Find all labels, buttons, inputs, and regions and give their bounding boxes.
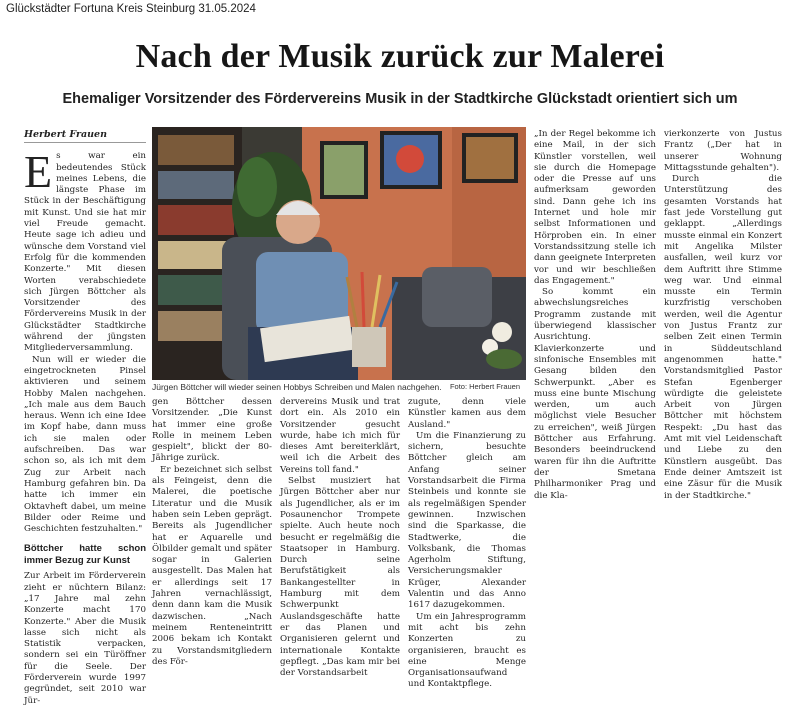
article-photo <box>152 127 526 380</box>
paragraph: Um die Finanzierung zu sichern, besuchte Böttcher gleich am Anfang seiner Vorstandsarbeit die Firma Steinbeis und konnte sie als regelmäßigen Spender gewinnen. Inzwischen sind die Sparkasse, die Stadtwerke, die Volksbank, die Thomas Agerholm Stiftung, Versicherungsmakler Krüger, Alexander Valentin und das Anno 1617 dazugekommen. <box>408 430 526 611</box>
subheadline: Ehemaliger Vorsitzender des Fördervereins Musik in der Stadtkirche Glückstadt orientiert sich um <box>62 91 738 107</box>
opening-paragraph <box>24 146 146 354</box>
paragraph: Um ein Jahresprogramm mit acht bis zehn Konzerten zu organisieren, braucht es eine Menge Organisationsaufwand und Kontaktpflege. <box>408 611 526 690</box>
article-column-4-upper <box>534 129 656 501</box>
paragraph: dervereins Musik und trat dort ein. Als 2010 ein Vorsitzender gesucht wurde, habe ich mich für dieses Amt bereiterklärt, weil ich die Arbeit des Vereins toll fand." <box>280 397 400 475</box>
paragraph: So kommt ein abwechslungsreiches Programm zustande mit überwiegend klassischer Ausrichtung. Klavierkonzerte und sinfonische Ensembles mit Gesang bilden den Schwerpunkt. „Aber es muss eine bunte Mischung werden, um auch möglichst viele Besucher zu erreichen", weiß Jürgen Böttcher aus Erfahrung. Besonders beeindruckend waren für ihn die Auftritte der Smetana Philharmoniker Prag und die Kla- <box>534 287 656 501</box>
photo-illustration <box>152 127 526 380</box>
paragraph: zugute, denn viele Künstler kamen aus dem Ausland." <box>408 397 526 430</box>
caption-text: Jürgen Böttcher will wieder seinen Hobbys Schreiben und Malen nachgehen. <box>152 382 442 392</box>
paragraph: Zur Arbeit im Förderverein zieht er nüchtern Bilanz: „17 Jahre mal zehn Konzerte macht 170 Konzerte." Aber die Musik lasse sich nicht als Statistik verpacken, sondern sei ein Türöffner für die Seele. Der Förderverein wurde 1997 gegründet, seit 2010 war Jür- <box>24 571 146 706</box>
section-subtitle: Böttcher hatte schon immer Bezug zur Kunst <box>24 543 146 567</box>
paragraph: gen Böttcher dessen Vorsitzender. „Die Kunst hat immer eine große Rolle in meinem Leben gespielt", blickt der 80-Jährige zurück. <box>152 397 272 464</box>
paragraph-text: s war ein bedeutendes Stück meines Lebens, die längste Phase im Stück in der Beschäftigung mit Kunst. Und sie hat mir viel Freude gemacht. Heute sage ich adieu und wünsche dem Vorstand viel Erfolg für die kommenden Konzerte." Mit diesen Worten verabschiedete sich Jürgen Böttcher als Vorsitzender des Fördervereins Musik in der Glückstädter Stadtkirche während der jüngsten Mitgliederversammlung. <box>24 151 146 354</box>
article-column-2 <box>152 397 272 667</box>
article-column-4-lower <box>408 397 526 690</box>
article-column-1 <box>24 129 146 706</box>
paragraph: Er bezeichnet sich selbst als Feingeist, denn die Malerei, die poetische Literatur und die Musik haben sein Leben geprägt. Bereits als Jugendlicher hat er Aquarelle und Ölbilder gemalt und später sogar in Galerien ausgestellt. Das Malen hat er allerdings seit 17 Jahren vernachlässigt, denn dann kam die Musik dazwischen. „Nach meinem Renteneintritt 2006 bekam ich Kontakt zu Vorstandsmitgliedern des För- <box>152 464 272 667</box>
photo-caption <box>152 382 526 392</box>
drop-cap: E <box>24 146 53 198</box>
paragraph: vierkonzerte von Justus Frantz („Der hat in unserer Wohnung Mittagsstunde gehalten"). <box>664 129 782 173</box>
paragraph: Durch die Unterstützung des gesamten Vorstands hat fast jede Vorstellung gut geklappt. „Allerdings musste einmal ein Konzert mit Angelika Milster ausfallen, weil kurz vor dem Auftritt ihre Stimme weg war. Und einmal musste ein Termin kurzfristig verschoben werden, weil die Agentur von Justus Frantz zur selben Zeit einen Termin in Süddeutschland angenommen hatte." Vorstandsmitglied Pastor Stefan Egenberger würdigte die geleistete Arbeit von Jürgen Böttcher mit höchstem Respekt: „Du hast das Amt mit viel Leidenschaft und Liebe zu den Künstlern ausgeübt. Das Ende deiner Amtszeit ist eine Zäsur für die Musik in der Stadtkirche." <box>664 174 782 501</box>
article-column-3 <box>280 397 400 679</box>
paragraph: Selbst musiziert hat Jürgen Böttcher aber nur als Jugendlicher, als er im Posaunenchor Trompete spielte. Auch heute noch besucht er regelmäßig die Staatsoper in Hamburg. Durch seine Berufstätigkeit als Bankangestellter in Hamburg mit dem Schwerpunkt Auslandsgeschäfte hatte er das Planen und Organisieren gelernt und internationale Kontakte gepflegt. „Das kam mir bei der Vorstandsarbeit <box>280 476 400 679</box>
paragraph: Nun will er wieder die eingetrockneten Pinsel aktivieren und seinem Hobby Malen nachgehen. „Ich male aus dem Bauch heraus. Wenn ich eine Idee im Kopf habe, dann muss ich sie malen oder aufschreiben. Das war schon so, als ich mit dem Zug zur Arbeit nach Hamburg gefahren bin. Da hatte ich immer ein Oktavheft dabei, um meine Bilder oder Reime und Geschichten festzuhalten." <box>24 354 146 535</box>
author-byline: Herbert Frauen <box>24 129 146 143</box>
paragraph: „In der Regel bekomme ich eine Mail, in der sich Künstler vorstellen, weil sie durch die Homepage oder die Presse auf uns aufmerksam geworden sind. Dann gehe ich ins Internet und hole mir selbst Informationen und Hörproben ein. In einer Vorstandssitzung stelle ich dann geeignete Interpreten vor und wir beschließen das Engagement." <box>534 129 656 286</box>
headline: Nach der Musik zurück zur Malerei <box>135 38 665 75</box>
source-line: Glückstädter Fortuna Kreis Steinburg 31.05.2024 <box>6 3 256 15</box>
photo-credit: Foto: Herbert Frauen <box>449 382 520 391</box>
article-column-5 <box>664 129 782 501</box>
